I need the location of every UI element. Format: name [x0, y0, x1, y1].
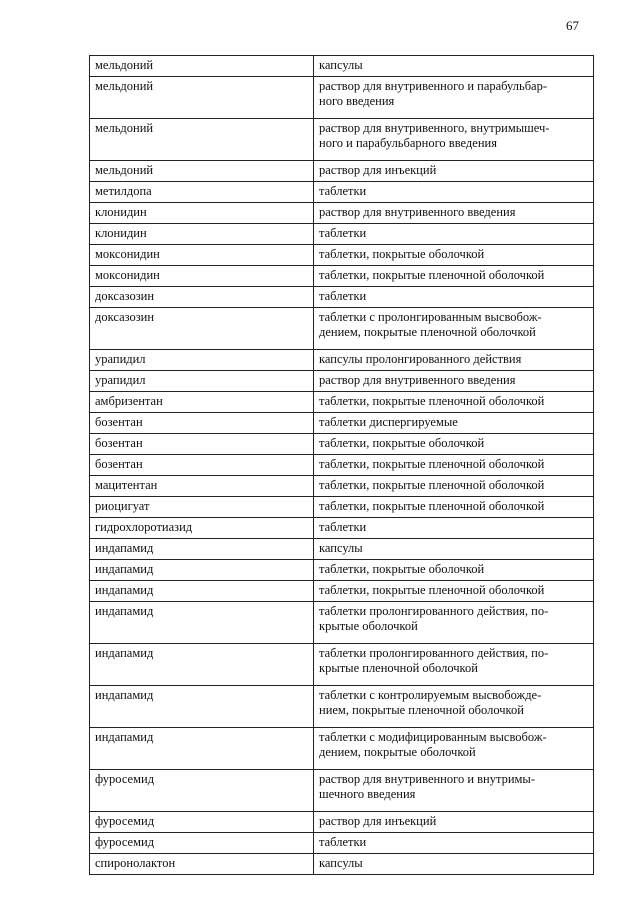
substance-cell: бозентан — [90, 413, 314, 434]
substance-cell: индапамид — [90, 602, 314, 644]
table-row — [90, 56, 594, 77]
substance-cell: урапидил — [90, 371, 314, 392]
substance-cell: бозентан — [90, 455, 314, 476]
table-row — [90, 308, 594, 350]
table-row — [90, 392, 594, 413]
table-row — [90, 245, 594, 266]
dosage-form-cell: таблетки пролонгированного действия, по- крытые оболочкой — [314, 602, 594, 644]
table-row — [90, 413, 594, 434]
table-row — [90, 224, 594, 245]
dosage-form-cell: таблетки, покрытые пленочной оболочкой — [314, 266, 594, 287]
table-row — [90, 455, 594, 476]
dosage-form-cell: таблетки — [314, 287, 594, 308]
table-row — [90, 539, 594, 560]
dosage-form-cell: таблетки с контролируемым высвобожде- нием, покрытые пленочной оболочкой — [314, 686, 594, 728]
substance-cell: амбризентан — [90, 392, 314, 413]
dosage-form-cell: таблетки, покрытые оболочкой — [314, 245, 594, 266]
table-row — [90, 371, 594, 392]
table-row — [90, 770, 594, 812]
dosage-form-cell: таблетки, покрытые пленочной оболочкой — [314, 497, 594, 518]
dosage-form-cell: таблетки с пролонгированным высвобож- дением, покрытые пленочной оболочкой — [314, 308, 594, 350]
table-row — [90, 686, 594, 728]
drug-table-body — [90, 56, 594, 875]
dosage-form-cell: таблетки — [314, 518, 594, 539]
dosage-form-cell: раствор для инъекций — [314, 161, 594, 182]
dosage-form-cell: таблетки — [314, 182, 594, 203]
dosage-form-cell: таблетки диспергируемые — [314, 413, 594, 434]
table-row — [90, 350, 594, 371]
dosage-form-cell: раствор для внутривенного и внутримы- шечного введения — [314, 770, 594, 812]
substance-cell: доксазозин — [90, 308, 314, 350]
drug-table — [89, 55, 594, 875]
substance-cell: индапамид — [90, 539, 314, 560]
dosage-form-cell: раствор для внутривенного и парабульбар- ного введения — [314, 77, 594, 119]
dosage-form-cell: таблетки пролонгированного действия, по- крытые пленочной оболочкой — [314, 644, 594, 686]
table-row — [90, 518, 594, 539]
substance-cell: бозентан — [90, 434, 314, 455]
dosage-form-cell: таблетки, покрытые пленочной оболочкой — [314, 455, 594, 476]
dosage-form-cell: раствор для инъекций — [314, 812, 594, 833]
substance-cell: индапамид — [90, 686, 314, 728]
dosage-form-cell: таблетки, покрытые пленочной оболочкой — [314, 392, 594, 413]
substance-cell: мельдоний — [90, 161, 314, 182]
page-number: 67 — [566, 18, 579, 33]
table-row — [90, 854, 594, 875]
table-row — [90, 602, 594, 644]
table-row — [90, 581, 594, 602]
dosage-form-cell: капсулы — [314, 56, 594, 77]
substance-cell: моксонидин — [90, 266, 314, 287]
table-row — [90, 119, 594, 161]
substance-cell: гидрохлоротиазид — [90, 518, 314, 539]
table-row — [90, 203, 594, 224]
substance-cell: индапамид — [90, 560, 314, 581]
substance-cell: мацитентан — [90, 476, 314, 497]
table-row — [90, 161, 594, 182]
dosage-form-cell: таблетки — [314, 833, 594, 854]
substance-cell: клонидин — [90, 203, 314, 224]
substance-cell: мельдоний — [90, 119, 314, 161]
substance-cell: метилдопа — [90, 182, 314, 203]
table-row — [90, 77, 594, 119]
dosage-form-cell: таблетки с модифицированным высвобож- дением, покрытые оболочкой — [314, 728, 594, 770]
dosage-form-cell: раствор для внутривенного введения — [314, 371, 594, 392]
table-row — [90, 560, 594, 581]
substance-cell: мельдоний — [90, 56, 314, 77]
dosage-form-cell: таблетки, покрытые оболочкой — [314, 560, 594, 581]
table-row — [90, 728, 594, 770]
substance-cell: фуросемид — [90, 812, 314, 833]
dosage-form-cell: таблетки, покрытые пленочной оболочкой — [314, 476, 594, 497]
substance-cell: клонидин — [90, 224, 314, 245]
substance-cell: фуросемид — [90, 770, 314, 812]
substance-cell: индапамид — [90, 644, 314, 686]
substance-cell: доксазозин — [90, 287, 314, 308]
dosage-form-cell: таблетки, покрытые оболочкой — [314, 434, 594, 455]
table-row — [90, 497, 594, 518]
table-row — [90, 287, 594, 308]
dosage-form-cell: капсулы — [314, 539, 594, 560]
substance-cell: фуросемид — [90, 833, 314, 854]
table-row — [90, 644, 594, 686]
substance-cell: индапамид — [90, 581, 314, 602]
substance-cell: спиронолактон — [90, 854, 314, 875]
dosage-form-cell: таблетки — [314, 224, 594, 245]
substance-cell: риоцигуат — [90, 497, 314, 518]
substance-cell: мельдоний — [90, 77, 314, 119]
table-row — [90, 476, 594, 497]
table-row — [90, 833, 594, 854]
dosage-form-cell: раствор для внутривенного введения — [314, 203, 594, 224]
table-row — [90, 434, 594, 455]
substance-cell: урапидил — [90, 350, 314, 371]
table-row — [90, 266, 594, 287]
table-row — [90, 182, 594, 203]
substance-cell: моксонидин — [90, 245, 314, 266]
dosage-form-cell: раствор для внутривенного, внутримышеч- ного и парабульбарного введения — [314, 119, 594, 161]
dosage-form-cell: таблетки, покрытые пленочной оболочкой — [314, 581, 594, 602]
dosage-form-cell: капсулы пролонгированного действия — [314, 350, 594, 371]
table-row — [90, 812, 594, 833]
substance-cell: индапамид — [90, 728, 314, 770]
dosage-form-cell: капсулы — [314, 854, 594, 875]
